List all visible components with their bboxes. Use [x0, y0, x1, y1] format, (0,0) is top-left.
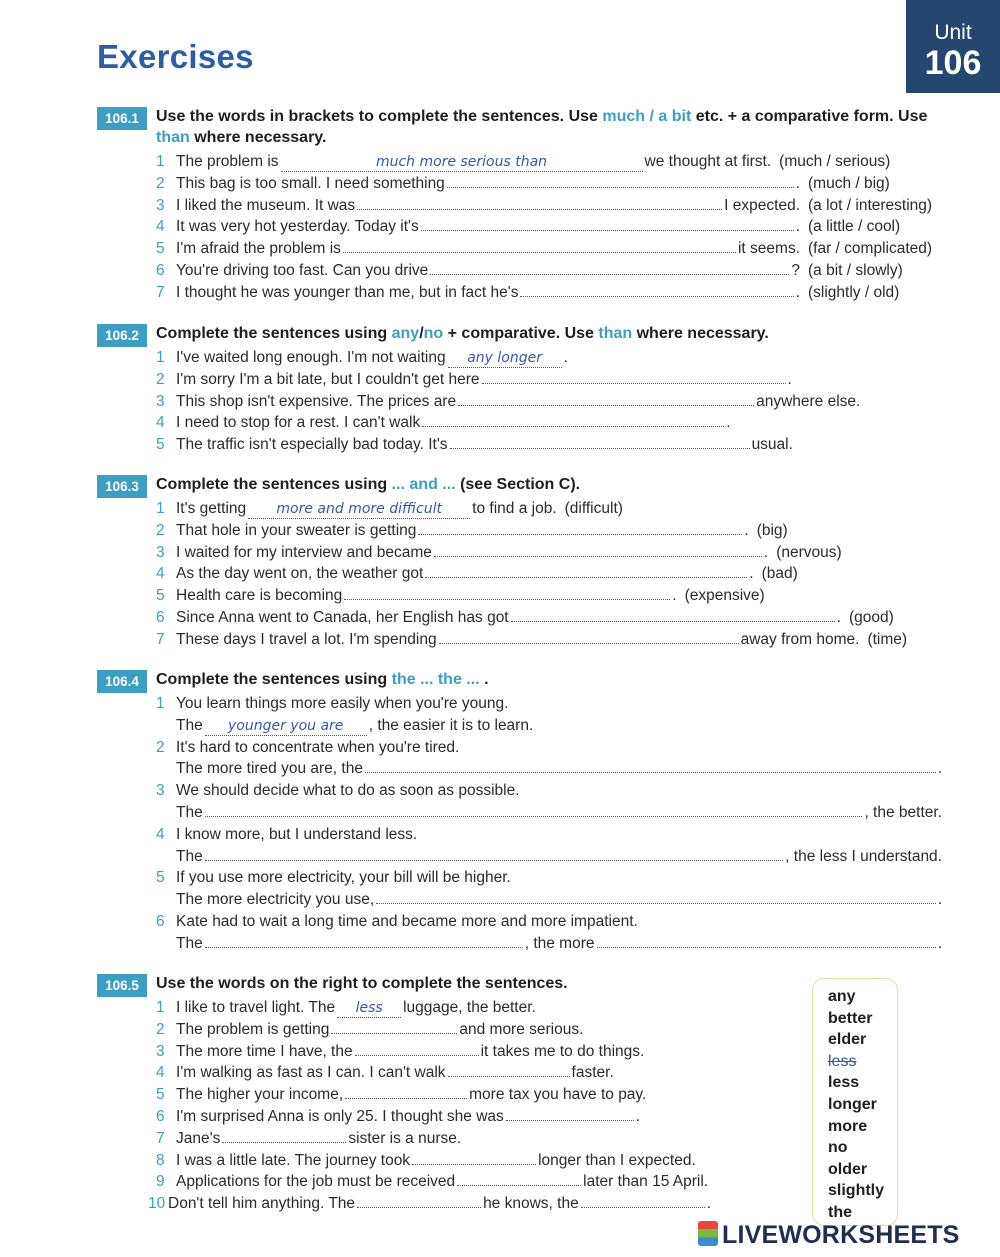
exercise-header: [97, 973, 802, 994]
word-bank-item: no: [828, 1139, 848, 1157]
answer-field[interactable]: [581, 1206, 705, 1208]
exercise-item: [156, 1019, 802, 1041]
exercise-item: [156, 151, 942, 173]
item-hint: (expensive): [684, 587, 765, 605]
item-text: .: [795, 218, 800, 236]
exercise-items: [156, 347, 942, 456]
item-text: The more electricity you use,: [176, 891, 375, 909]
answer-field[interactable]: [511, 620, 835, 622]
exercise-item: [156, 391, 942, 413]
answer-field[interactable]: [422, 425, 724, 427]
exercise-item: [156, 824, 942, 868]
answer-field[interactable]: [418, 533, 742, 535]
item-number: 10: [148, 1195, 166, 1213]
answer-field[interactable]: [506, 1119, 634, 1121]
word-bank-item: any: [828, 988, 856, 1005]
exercise-number-badge: 106.3: [97, 475, 147, 498]
item-text: The: [176, 934, 203, 952]
item-text: .: [787, 370, 792, 388]
item-text: ?: [791, 261, 800, 279]
exercise-item: [156, 1084, 802, 1106]
item-text: more tax you have to pay.: [469, 1086, 647, 1104]
item-hint: (nervous): [776, 543, 842, 561]
item-text: The higher your income,: [176, 1086, 344, 1104]
exercise-number-badge: 106.5: [97, 974, 147, 997]
exercise-item: [156, 347, 942, 369]
unit-label: Unit: [934, 21, 972, 44]
item-text: .: [672, 587, 677, 605]
answer-field[interactable]: [205, 815, 863, 817]
item-text: I like to travel light. The: [176, 999, 336, 1016]
exercise-106-5: [97, 973, 802, 1215]
word-bank-item: slightly: [828, 1182, 885, 1200]
answer-field[interactable]: any longer: [448, 350, 562, 368]
exercise-item: [156, 195, 942, 217]
item-hint: (big): [756, 521, 788, 539]
item-hint: (far / complicated): [808, 240, 933, 258]
exercise-item: [156, 520, 942, 542]
item-text: sister is a nurse.: [348, 1129, 462, 1147]
exercise-item: [156, 1106, 802, 1128]
exercise-item: [156, 282, 942, 304]
exercise-item: [156, 780, 942, 824]
answer-field[interactable]: [450, 447, 750, 449]
answer-field[interactable]: [425, 576, 747, 578]
exercise-item: [156, 585, 942, 607]
exercise-item: [156, 238, 942, 260]
exercise-instruction: Use the words in brackets to complete the sentences. Use much / a bit etc. + a comparative form. Use than where necessary.: [156, 108, 928, 146]
answer-field[interactable]: [357, 208, 722, 210]
exercise-106-1: [97, 106, 942, 304]
exercise-item: [156, 412, 942, 434]
item-prompt: We should decide what to do as soon as possible.: [176, 782, 520, 800]
exercise-item: [156, 434, 942, 456]
item-text: we thought at first.: [644, 153, 772, 170]
word-bank-item: elder: [828, 1031, 867, 1049]
exercise-item: [156, 997, 802, 1019]
item-text: .: [744, 521, 749, 539]
item-number: 3: [156, 392, 165, 410]
word-bank-item: more: [828, 1117, 868, 1135]
item-text: Don't tell him anything. The: [168, 1195, 356, 1213]
item-number: 2: [156, 521, 165, 539]
item-hint: (time): [867, 630, 908, 648]
item-text: .: [726, 414, 731, 432]
exercise-item: [156, 542, 942, 564]
item-text: it takes me to do things.: [480, 1042, 645, 1060]
answer-field[interactable]: [412, 1163, 536, 1165]
exercise-106-4: [97, 669, 942, 955]
exercise-item: [156, 1171, 802, 1193]
item-text: It's getting: [176, 500, 247, 517]
answer-field[interactable]: [597, 946, 936, 948]
exercise-header: [97, 323, 942, 344]
answer-field[interactable]: [482, 382, 786, 384]
item-text: I'm sorry I'm a bit late, but I couldn't get here: [176, 370, 480, 388]
word-bank: [812, 978, 898, 1226]
exercise-106-2: [97, 323, 942, 456]
answer-field[interactable]: [434, 555, 762, 557]
exercise-item: [148, 1193, 802, 1215]
page-title: Exercises: [97, 38, 254, 75]
item-number: 3: [156, 1042, 165, 1060]
answer-field[interactable]: [205, 946, 523, 948]
item-number: 4: [156, 565, 165, 583]
answer-field[interactable]: [331, 1032, 457, 1034]
item-text: anywhere else.: [756, 392, 861, 410]
item-text: .: [635, 1107, 641, 1125]
item-text: later than 15 April.: [583, 1173, 709, 1191]
exercise-item: [156, 563, 942, 585]
item-text: it seems.: [737, 240, 800, 258]
unit-number: 106: [924, 44, 982, 82]
item-text: The: [176, 716, 203, 734]
item-text: .: [763, 543, 769, 561]
item-prompt: You learn things more easily when you're young.: [176, 695, 509, 712]
exercise-item: [156, 260, 942, 282]
item-number: 6: [156, 608, 165, 626]
item-number: 5: [156, 869, 165, 887]
exercise-item: [156, 607, 942, 629]
item-text: .: [937, 760, 942, 778]
answer-field[interactable]: [343, 251, 736, 253]
exercise-item: [156, 629, 942, 651]
exercise-instruction: Complete the sentences using ... and ... (see Section C).: [156, 476, 581, 493]
exercise-106-3: [97, 474, 942, 651]
liveworksheets-watermark: LIVEWORKSHEETS: [698, 1221, 960, 1250]
exercise-instruction: Complete the sentences using any/no + comparative. Use than where necessary.: [156, 325, 769, 342]
item-text: Health care is becoming: [176, 587, 343, 605]
item-text: That hole in your sweater is getting: [176, 521, 417, 539]
item-hint: (much / serious): [779, 153, 891, 170]
item-number: 9: [156, 1173, 165, 1191]
item-number: 4: [156, 1064, 165, 1082]
item-hint: (much / big): [808, 174, 890, 192]
item-number: 3: [156, 196, 165, 214]
item-hint: (a lot / interesting): [808, 196, 933, 214]
item-number: 4: [156, 218, 165, 236]
item-text: I thought he was younger than me, but in fact he's: [176, 283, 519, 301]
item-number: 6: [156, 912, 165, 930]
exercise-header: [97, 474, 942, 495]
answer-field[interactable]: [439, 642, 739, 644]
item-number: 5: [156, 587, 165, 605]
exercise-item: [156, 1128, 802, 1150]
item-text: Jane's: [176, 1129, 221, 1147]
item-number: 6: [156, 261, 165, 279]
answer-field[interactable]: [355, 1054, 479, 1056]
item-hint: (bad): [761, 565, 798, 583]
word-bank-item: less: [828, 1074, 860, 1092]
exercise-number-badge: 106.4: [97, 670, 147, 693]
exercise-number-badge: 106.2: [97, 324, 147, 347]
item-number: 2: [156, 738, 165, 756]
item-number: 2: [156, 174, 165, 192]
word-bank-item: older: [828, 1160, 868, 1178]
answer-field[interactable]: [447, 186, 794, 188]
exercise-item: [156, 911, 942, 955]
item-text: These days I travel a lot. I'm spending: [176, 630, 437, 648]
item-number: 2: [156, 1020, 165, 1038]
item-number: 2: [156, 370, 165, 388]
exercise-item: [156, 216, 942, 238]
item-text: You're driving too fast. Can you drive: [176, 261, 429, 279]
exercise-item: [156, 498, 942, 520]
exercise-item: [156, 1150, 802, 1172]
item-text: away from home.: [740, 630, 860, 648]
exercise-item: [156, 173, 942, 195]
item-number: 5: [156, 436, 165, 454]
item-number: 3: [156, 543, 165, 561]
exercise-item: [156, 693, 942, 737]
exercise-item: [156, 1041, 802, 1063]
item-text: .: [563, 349, 568, 366]
answer-field[interactable]: [430, 273, 789, 275]
item-text: This shop isn't expensive. The prices are: [176, 392, 457, 410]
item-text: Applications for the job must be received: [176, 1173, 456, 1191]
item-text: , the easier it is to learn.: [368, 716, 534, 734]
item-number: 8: [156, 1151, 165, 1169]
answer-field[interactable]: [357, 1206, 481, 1208]
item-text: The: [176, 803, 203, 821]
exercise-item: [156, 369, 942, 391]
answer-field[interactable]: [376, 902, 936, 904]
item-text: The problem is: [176, 153, 279, 170]
item-number: 6: [156, 1107, 165, 1125]
item-text: I'm surprised Anna is only 25. I thought she was: [176, 1107, 504, 1125]
item-number: 7: [156, 1129, 165, 1147]
answer-field[interactable]: [520, 295, 793, 297]
item-number: 1: [156, 695, 165, 712]
exercise-header: [97, 669, 942, 690]
exercise-header: [97, 106, 942, 148]
exercise-item: [156, 737, 942, 781]
answer-field[interactable]: [421, 229, 794, 231]
answer-field[interactable]: [344, 598, 670, 600]
item-number: 4: [156, 825, 165, 843]
item-hint: (good): [848, 608, 894, 626]
item-text: The more time I have, the: [176, 1042, 353, 1060]
item-text: , the better.: [864, 803, 942, 821]
item-hint: (a little / cool): [808, 218, 901, 236]
answer-field[interactable]: [222, 1141, 346, 1143]
liveworksheets-logo-icon: [698, 1221, 718, 1246]
item-text: .: [795, 283, 800, 301]
item-prompt: I know more, but I understand less.: [176, 825, 418, 843]
word-bank-item-used: less: [828, 1052, 857, 1070]
answer-field[interactable]: more and more difficult: [248, 501, 470, 519]
item-text: faster.: [571, 1064, 614, 1082]
item-text: .: [706, 1195, 712, 1213]
item-text: I liked the museum. It was: [176, 196, 356, 214]
item-text: I'm walking as fast as I can. I can't walk: [176, 1064, 446, 1082]
answer-field[interactable]: much more serious than: [281, 154, 643, 172]
item-number: 3: [156, 782, 165, 800]
item-text: Since Anna went to Canada, her English has got: [176, 608, 509, 626]
item-text: he knows, the: [483, 1195, 579, 1213]
item-prompt: It's hard to concentrate when you're tired.: [176, 738, 460, 756]
item-hint: (slightly / old): [808, 283, 900, 301]
word-bank-item: longer: [828, 1095, 877, 1113]
word-bank-item: the: [828, 1203, 852, 1221]
item-text: .: [836, 608, 841, 626]
item-number: 5: [156, 1086, 165, 1104]
item-text: The problem is getting: [176, 1020, 330, 1038]
item-text: , the less I understand.: [785, 847, 942, 865]
item-text: to find a job.: [472, 500, 557, 517]
item-text: luggage, the better.: [403, 999, 536, 1016]
item-text: , the more: [524, 934, 595, 952]
item-prompt: Kate had to wait a long time and became more and more impatient.: [176, 912, 638, 930]
unit-tab: [906, 0, 1000, 93]
item-text: .: [937, 934, 942, 952]
exercise-items: [156, 693, 942, 955]
answer-field[interactable]: [458, 404, 754, 406]
item-text: The more tired you are, the: [176, 760, 363, 778]
item-text: The: [176, 847, 203, 865]
item-text: I've waited long enough. I'm not waiting: [176, 349, 446, 366]
item-text: As the day went on, the weather got: [176, 565, 424, 583]
exercise-items: [156, 498, 942, 651]
item-text: .: [749, 565, 754, 583]
item-text: I expected.: [724, 196, 800, 214]
item-prompt: If you use more electricity, your bill will be higher.: [176, 869, 511, 887]
item-text: usual.: [751, 436, 793, 454]
item-number: 1: [156, 349, 165, 366]
item-text: I was a little late. The journey took: [176, 1151, 411, 1169]
item-number: 5: [156, 240, 165, 258]
item-number: 4: [156, 414, 165, 432]
answer-field[interactable]: less: [337, 1000, 401, 1018]
word-bank-item: better: [828, 1009, 873, 1027]
exercise-number-badge: 106.1: [97, 107, 147, 130]
item-number: 1: [156, 153, 165, 170]
item-number: 1: [156, 999, 165, 1016]
exercise-instruction: Complete the sentences using the ... the ... .: [156, 671, 489, 688]
exercise-item: [156, 867, 942, 911]
item-number: 7: [156, 630, 165, 648]
answer-field[interactable]: younger you are: [205, 718, 367, 736]
exercise-items: [156, 151, 942, 304]
item-text: I need to stop for a rest. I can't walk: [176, 414, 421, 432]
answer-field[interactable]: [345, 1097, 467, 1099]
item-text: .: [795, 174, 800, 192]
exercise-item: [156, 1062, 802, 1084]
item-text: It was very hot yesterday. Today it's: [176, 218, 419, 236]
item-hint: (difficult): [564, 500, 623, 517]
answer-field[interactable]: [457, 1184, 581, 1186]
item-number: 1: [156, 500, 165, 517]
answer-field[interactable]: [448, 1075, 570, 1077]
item-hint: (a bit / slowly): [808, 261, 903, 279]
item-text: and more serious.: [459, 1020, 584, 1038]
answer-field[interactable]: [365, 771, 936, 773]
exercise-instruction: Use the words on the right to complete the sentences.: [156, 975, 568, 992]
item-text: .: [937, 891, 942, 909]
item-text: longer than I expected.: [538, 1151, 696, 1169]
answer-field[interactable]: [205, 859, 783, 861]
exercise-items: [148, 997, 802, 1215]
item-text: I waited for my interview and became: [176, 543, 432, 561]
item-text: I'm afraid the problem is: [176, 240, 341, 258]
item-text: This bag is too small. I need something: [176, 174, 445, 192]
item-text: The traffic isn't especially bad today. It's: [176, 436, 448, 454]
item-number: 7: [156, 283, 165, 301]
